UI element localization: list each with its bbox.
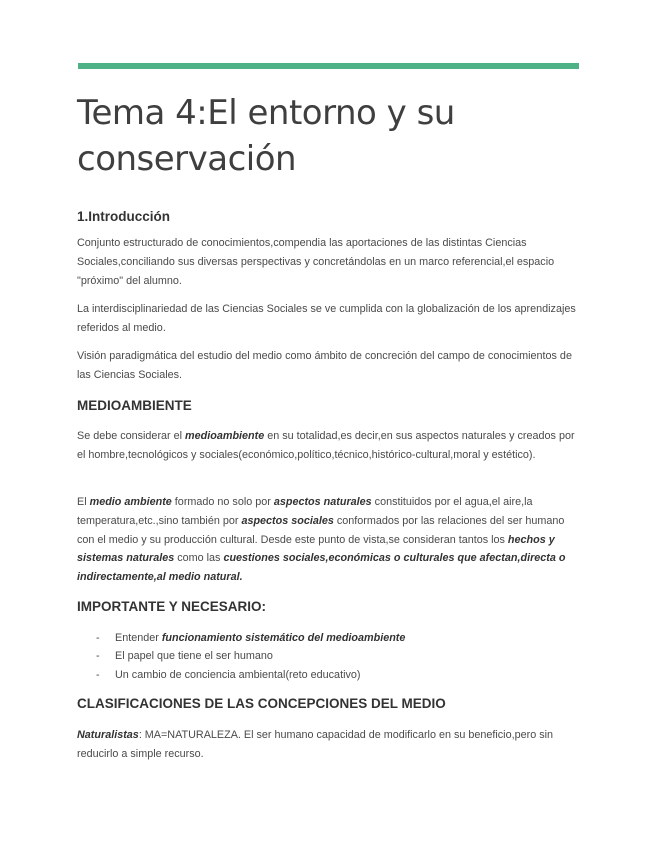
intro-paragraph-3: Visión paradigmática del estudio del medio como ámbito de concreción del campo de conocimientos de las Ciencias Sociales. (77, 350, 572, 381)
intro-paragraph-2: La interdisciplinariedad de las Ciencias Sociales se ve cumplida con la globalización de los aprendizajes referidos al medio. (77, 303, 576, 334)
list-item: - Un cambio de conciencia ambiental(reto educativo) (96, 668, 361, 681)
importante-heading: IMPORTANTE Y NECESARIO: (77, 599, 267, 614)
list-item: - El papel que tiene el ser humano (96, 650, 273, 663)
clasificaciones-heading: CLASIFICACIONES DE LAS CONCEPCIONES DEL MEDIO (77, 696, 446, 711)
accent-rule (78, 63, 579, 69)
medioambiente-paragraph-1: Se debe considerar el medioambiente en su totalidad,es decir,en sus aspectos naturales y creados por el hombre,tecnológicos y sociales(económico,político,técnico,histórico-cultural,moral y estético). (77, 430, 575, 461)
intro-heading: 1.Introducción (77, 209, 171, 224)
page-title: Tema 4:El entorno y su conservación (77, 93, 455, 179)
medioambiente-paragraph-2: El medio ambiente formado no solo por aspectos naturales constituidos por el agua,el aire,la temperatura,etc.,sino también por aspectos sociales conformados por las relaciones del ser humano con el medio y su producción cultural. Desde este punto de vista,se consideran tantos los hechos y sistemas naturales como las cuestiones sociales,económicas o culturales que afectan,directa o indirectamente,al medio natural. (77, 496, 566, 584)
medioambiente-heading: MEDIOAMBIENTE (77, 398, 192, 413)
naturalistas-paragraph: Naturalistas: MA=NATURALEZA. El ser humano capacidad de modificarlo en su beneficio,pero sin reducirlo a simple recurso. (77, 729, 553, 760)
intro-paragraph-1: Conjunto estructurado de conocimientos,compendia las aportaciones de las distintas Ciencias Sociales,conciliando sus diversas perspectivas y concretándolas en un marco referencial,el espacio "próximo" del alumno. (77, 237, 555, 287)
list-item: - Entender funcionamiento sistemático del medioambiente (96, 632, 406, 644)
importante-list (77, 629, 582, 684)
